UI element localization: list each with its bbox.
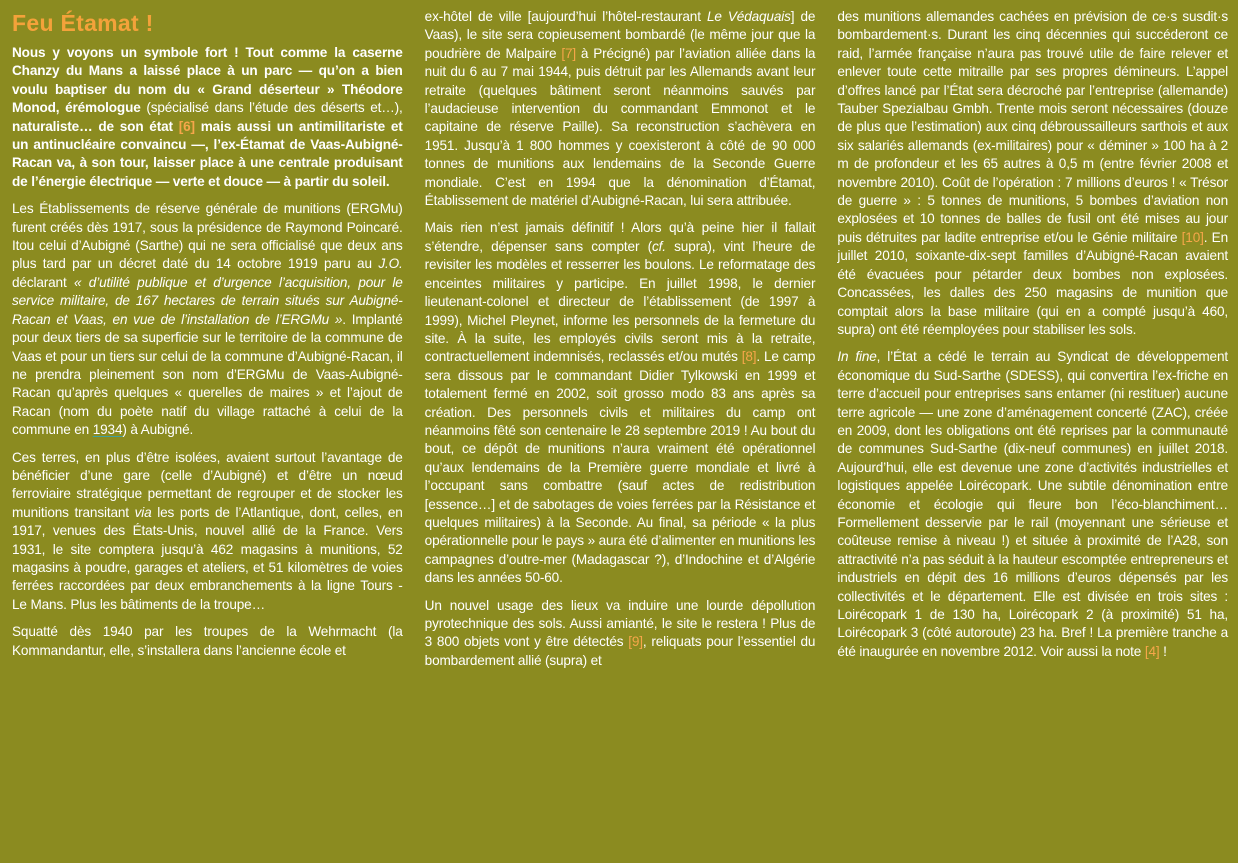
footnote-link-4[interactable]: [4] — [1144, 643, 1160, 659]
text-run: les ports de l’Atlantique, dont, celles, en 1917, venues des États-Unis, nouvel allié de la France. Vers 1931, le site comptera jusqu’à 462 magasins à munitions, 52 magasins à poudre, garages et ateliers, et 51 kilomètres de voies ferrées raccordées par deux embranchements à la ligne Tours - Le Mans. Plus les bâtiments de la troupe… — [12, 504, 403, 612]
text-run: à Précigné) par l’aviation alliée dans la nuit du 6 au 7 mai 1944, puis détruit par les Allemands avant leur retraite (quelques bâtiment seront néanmoins sauvés par l’audacieuse intervention du commandant Emmonot et le capitaine de réserve Paille). Sa reconstruction s’achèvera en 1951. Jusqu’à 1 800 hommes y coexisteront à côté de 90 000 tonnes de munitions aux lendemains de la Seconde Guerre mondiale. C’est en 1994 que la dénomination d’Étamat, Établissement de matériel d’Aubigné-Racan, lui sera attribuée. — [424, 45, 816, 209]
paragraph: Squatté dès 1940 par les troupes de la Wehrmacht (la Kommandantur, elle, s’installera dans l’ancienne école et — [12, 624, 403, 658]
text-run: supra), vint l’heure de revisiter les modèles et resserrer les boulons. Le reformatage des enceintes militaires y participe. En juillet 1998, le dernier lieutenant-colonel et directeur de l’établissement (de 1997 à 1999), Michel Pleynet, informe les personnels de la fermeture du site. À la suite, les employés civils seront mis à la retraite, contractuellement indemnisés, reclassés et/ou mutés — [424, 238, 816, 365]
text-run: , reliquats pour l’essentiel du bombardement allié (supra) et — [424, 634, 816, 668]
footnote-link-6[interactable]: [6] — [178, 118, 195, 134]
text-run: Le Védaquais — [706, 9, 791, 24]
footnote-link-8[interactable]: [8] — [741, 349, 757, 365]
text-run: Mais rien n’est jamais définitif ! Alors qu’à peine hier il fallait s’étendre, dépenser sans compter ( — [424, 220, 816, 254]
text-run: ex-hôtel de ville [aujourd’hui l’hôtel-restaurant — [424, 9, 707, 24]
paragraph — [837, 8, 1228, 339]
footnote-link-10[interactable]: [10] — [1181, 229, 1204, 245]
lead-text: naturaliste… de son état — [12, 118, 173, 134]
column-3 — [837, 8, 1228, 863]
column-1 — [12, 8, 403, 863]
text-run: Les Établissements de réserve générale de munitions (ERGMu) furent créés dès 1917, sous la présidence de Raymond Poincaré. Itou celui d’Aubigné (Sarthe) qui ne sera officialisé que deux ans plus tard par un décret daté du 14 octobre 1919 paru au — [12, 201, 403, 272]
text-run: . Implanté pour deux tiers de sa superficie sur le territoire de la commune de Vaas et pour un tiers sur celui de la commune d’Aubigné-Racan, il ne prendra pleinement son nom d’ERGMu de Vaas-Aubigné-Racan qu’après quelques « querelles de maires » et l’ajout de Racan (nom du poète natif du village rattaché à celui de la commune en — [12, 311, 403, 438]
text-run: . En juillet 2010, soixante-dix-sept familles d’Aubigné-Racan avaient été évacuées pour pétarder deux bombes non explosées. Concassées, les dalles des 250 magasins de munition que comptait alors la base militaire (qui en a compté jusqu’à 460, supra) ont été réemployées pour stabiliser les sols. — [837, 229, 1229, 337]
text-run: des munitions allemandes cachées en prévision de ce·s susdit·s bombardement·s. Durant les cinq décennies qui succéderont ce raid, l’armée française n’aura pas trouvé utile de faire relever et enlever toute cette mitraille par ses propres démineurs. L’appel d’offres lancé par l’État sera décroché par l’entreprise (allemande) Tauber Spezialbau Gmbh. Trente mois seront nécessaires (douze de plus que l’estimation) aux cinq débroussailleurs sarthois et aux six salariés allemands (ex-militaires) pour « déminer » 100 ha à 2 m de profondeur et les 65 autres à 0,5 m (entre février 2008 et novembre 2010). Coût de l’opération : 7 millions d’euros ! « Trésor de guerre » : 5 tonnes de munitions, 5 bombes d’aviation non explosées et 10 tonnes de balles de fusil ont été mises au jour puis détruites par ladite entreprise et/ou le Génie militaire — [837, 9, 1229, 245]
text-run: via — [134, 504, 152, 520]
paragraph — [12, 449, 403, 615]
paragraph — [425, 8, 816, 210]
lead-aside: (spécialisé dans l’étude des déserts et…), — [140, 100, 403, 116]
paragraph — [425, 597, 816, 671]
text-run: Un nouvel usage des lieux va induire une lourde dépollution pyrotechnique des sols. Aussi amianté, le site le restera ! Plus de 3 800 objets vont y être détectés — [424, 597, 816, 650]
paragraph — [12, 200, 403, 439]
page-title: Feu Étamat ! — [12, 10, 154, 36]
year-link-1934[interactable]: 1934 — [92, 422, 123, 438]
footnote-link-9[interactable]: [9] — [628, 634, 643, 650]
text-run: In fine — [837, 349, 877, 365]
decree-quote: « d’utilité publique et d’urgence l’acquisition, pour le service militaire, de 167 hectares de terrain situés sur Aubigné-Racan et Vaas, en vue de l’installation de l’ERGMu » — [12, 274, 403, 327]
text-run: Ces terres, en plus d’être isolées, avaient surtout l’avantage de bénéficier d’une gare (celle d’Aubigné) et d’être un nœud ferroviaire stratégique permettant de regrouper et de stocker les munitions transitant — [12, 449, 403, 520]
text-run: . Le camp sera dissous par le commandant Didier Tylkowski en 1999 et totalement fermé en 2002, soit grosso modo 83 ans après sa création. Des personnels civils et militaires du camp ont néanmoins fêté son centenaire le 28 septembre 2019 ! Au bout du bout, ce dépôt de munitions n’aura vraiment été opérationnel qu’aux lendemains de la Première guerre mondiale et livré à l’occupant sans combattre (sauf actes de redistribution [essence…] et de sabotages de voies ferrées par la Résistance et quelques militaires) à la Seconde. Au final, sa période « la plus opérationnelle pour le pays » aura été d’alimenter en munitions les campagnes d’outre-mer (Madagascar ?), d’Indochine et d’Algérie dans les années 50-60. — [424, 349, 816, 586]
text-run: , l’État a cédé le terrain au Syndicat de développement économique du Sud-Sarthe (SDESS), qui convertira l’ex-friche en terre d’accueil pour entreprises sans entamer (ni restituer) aucune terre agricole — une zone d’aménagement concerté (ZAC), créée en 2009, dont les obligations ont été reprises par la communauté de communes Sud-Sarthe (dix-neuf communes) en juillet 2018. Aujourd’hui, elle est devenue une zone d’activités industrielles et logistiques appelée Loirécopark. Une subtile dénomination entre économie et écologie qui fleure bon l’éco-blanchiment… Formellement desservie par le rail (moyennant une sérieuse et coûteuse remise à niveau !) et située à proximité de l’A28, son attractivité n’a pas séduit à la hauteur escomptée entrepreneurs et industriels en dépit des 16 millions d’euros dépensés par les collectivités et le département. Elle est divisée en trois sites : Loirécopark 1 de 130 ha, Loirécopark 2 (à proximité) 51 ha, Loirécopark 3 (côté autoroute) 23 ha. Bref ! La première tranche a été inaugurée en novembre 2012. Voir aussi la note — [837, 349, 1229, 659]
column-2 — [425, 8, 816, 863]
lead-text: Nous y voyons un symbole fort ! Tout comme la caserne Chanzy du Mans a laissé place à un parc — qu’on a bien voulu baptiser du nom du « Grand déserteur » Théodore Monod, érémologue — [12, 45, 403, 116]
paragraph — [837, 348, 1228, 661]
text-run: ) à Aubigné. — [122, 422, 194, 438]
lead-paragraph — [12, 44, 403, 191]
text-run: J.O. — [378, 256, 403, 272]
footnote-link-7[interactable]: [7] — [561, 45, 576, 61]
text-run: déclarant — [12, 274, 74, 290]
text-run: ! — [1159, 643, 1167, 659]
text-run: cf. — [651, 238, 666, 254]
text-run: ] de Vaas), le site sera copieusement bombardé (le même jour que la poudrière de Malpaire — [424, 9, 816, 61]
lead-text: mais aussi un antimilitariste et un antinucléaire convaincu —, l’ex-Étamat de Vaas-Aubigné-Racan va, à son tour, laisser place à une centrale produisant de l’énergie électrique — verte et douce — à partir du soleil. — [12, 118, 403, 189]
paragraph — [425, 219, 816, 587]
